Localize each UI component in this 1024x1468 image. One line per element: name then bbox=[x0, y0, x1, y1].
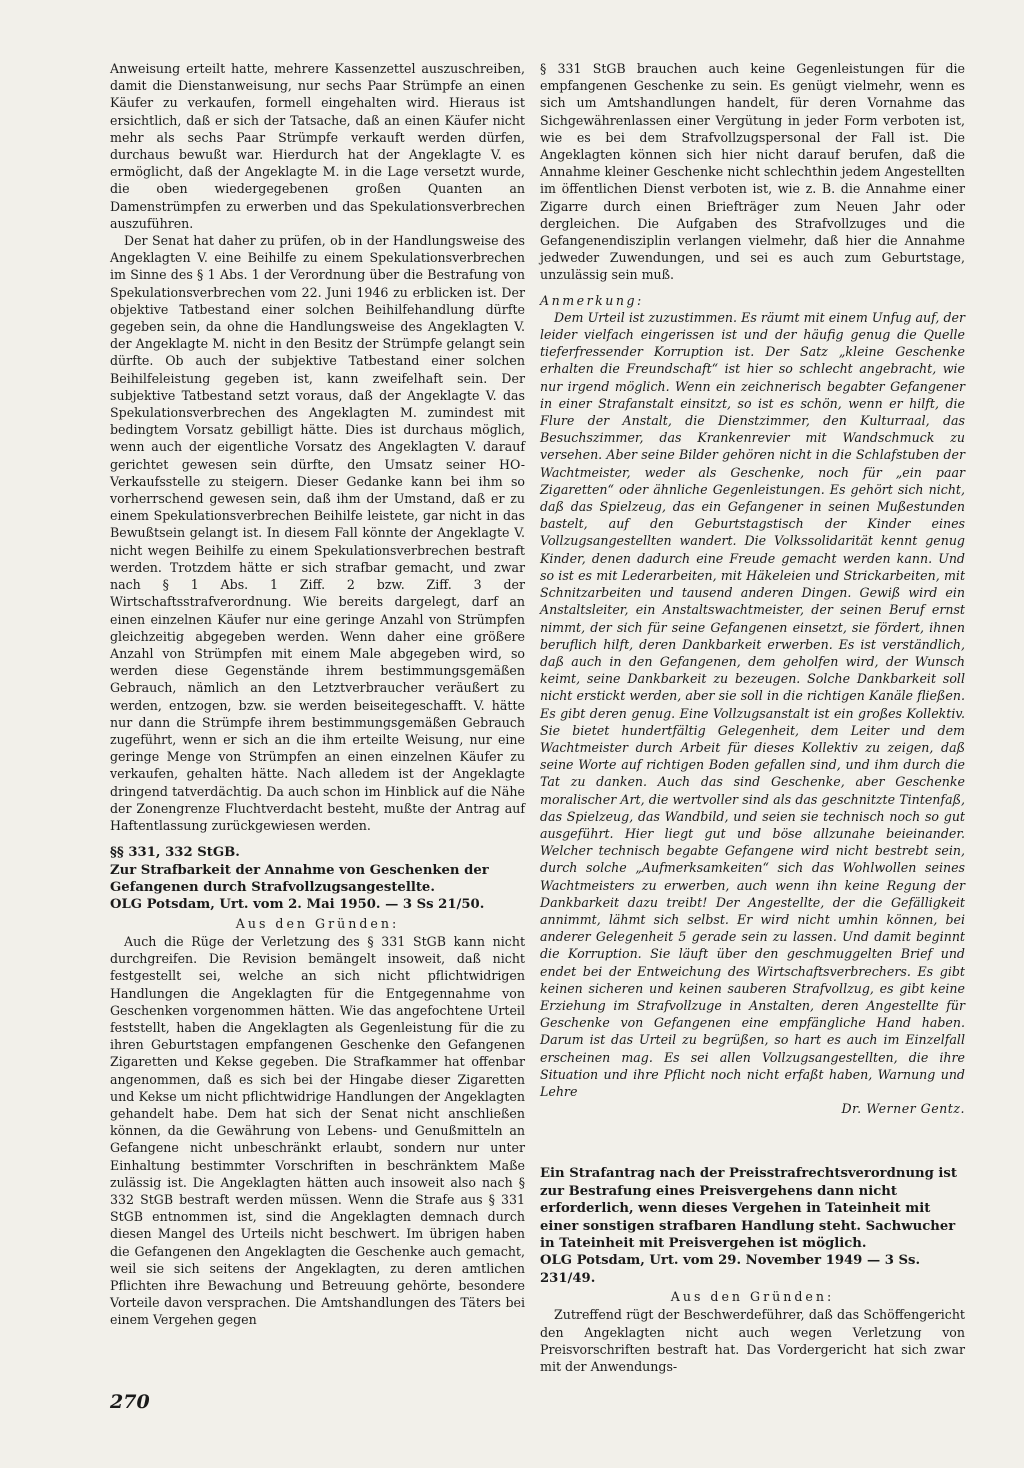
annotation-text: Dem Urteil ist zuzustimmen. Es räumt mit einem Unfug auf, der leider vielfach eingerissen ist und der häufig genug die Quelle tieferfressender Korruption ist. Der Satz „kleine Geschenke erhalten die Freundschaft“ ist hier so schlecht angebracht, wie nur irgend möglich. Wenn ein zeichnerisch begabter Gefangener in einer Strafanstalt einsitzt, so ist es schön, wenn er hilft, die Flure der Anstalt, die Dienstzimmer, den Kulturraal, das Besuchszimmer, das Krankenrevier mit Wandschmuck zu versehen. Aber seine Bilder gehören nicht in die Schlafstuben der Wachtmeister, weder als Geschenke, noch für „ein paar Zigaretten“ oder ähnliche Gegenleistungen. Es gehört sich nicht, daß das Spielzeug, das ein Gefangener in seinen Mußestunden bastelt, auf den Geburtstagstisch der Kinder eines Vollzugsangestellten wandert. Die Volkssolidarität kennt genug Kinder, denen dadurch eine Freude gemacht werden kann. Und so ist es mit Lederarbeiten, mit Häkeleien und Strickarbeiten, mit Schnitzarbeiten und tausend anderen Dingen. Gewiß wird ein Anstaltsleiter, ein Anstaltswachtmeister, der seinen Beruf ernst nimmt, der sich für seine Gefangenen einsetzt, sie fördert, ihnen beruflich hilft, deren Dankbarkeit erwerben. Es ist verständlich, daß auch in den Gefangenen, dem geholfen wird, der Wunsch keimt, seine Dankbarkeit zu bezeugen. Solche Dankbarkeit soll nicht erstickt werden, aber sie soll in die richtigen Kanäle fließen. Es gibt deren genug. Eine Vollzugsanstalt ist ein großes Kollektiv. Sie bietet hundertfältig Gelegenheit, dem Leiter und dem Wachtmeister durch Arbeit für dieses Kollektiv zu zeigen, daß seine Worte auf richtigen Boden gefallen sind, und ihm durch die Tat zu danken. Auch das sind Geschenke, aber Geschenke moralischer Art, die wertvoller sind als das geschnitzte Tintenfaß, das Spielzeug, das Wandbild, und seien sie technisch noch so gut ausgeführt. Hier liegt gut und böse allzunahe beieinander. Welcher technisch begabte Gefangene wird nicht bestrebt sein, durch solche „Aufmerksamkeiten“ sich das Wohlwollen seines Wachtmeisters zu erwerben, auch wenn ihn keine Regung der Dankbarkeit dazu treibt! Der Angestellte, der die Gefälligkeit annimmt, lähmt sich selbst. Er wird nicht umhin können, bei anderer Gelegenheit 5 gerade sein zu lassen. Und damit beginnt die Korruption. Sie läuft über den geschmuggelten Brief und endet bei der Entweichung des Wirtschaftsverbrechers. Es gibt keinen sicheren und keinen sauberen Strafvollzug, es gibt keine Erziehung im Strafvollzuge in Anstalten, deren Angestellte für Geschenke von Gefangenen eine empfängliche Hand haben. Darum ist das Urteil zu begrüßen, so hart es auch im Einzelfall erscheinen mag. Es sei allen Vollzugsangestellten, die ihre Situation und ihre Pflicht noch nicht erfaßt haben, Warnung und Lehre bbox=[540, 309, 965, 1099]
case1-grounds-label: Aus den Gründen: bbox=[235, 915, 400, 931]
case2-title: Ein Strafantrag nach der Preisstrafrechtsverordnung ist zur Bestrafung eines Preisvergehens dann nicht erforderlich, wenn dieses Vergehen in Tateinheit mit einer sonstigen strafbaren Handlung steht. Sachwucher in Tateinheit mit Preisvergehen ist möglich. bbox=[540, 1166, 957, 1252]
case2-grounds-label: Aus den Gründen: bbox=[670, 1289, 835, 1305]
annotation-author: Dr. Werner Gentz. bbox=[841, 1101, 965, 1117]
left-column bbox=[110, 60, 525, 1329]
right-paragraph-1: § 331 StGB brauchen auch keine Gegenleistungen für die empfangenen Geschenke zu sein. Es genügt vielmehr, wenn es sich um Amtshandlungen handelt, für deren Vornahme das Sichgewährenlassen einer Vergütung in jeder Form verboten ist, wie es bei dem Strafvollzugspersonal der Fall ist. Die Angeklagten können sich hier nicht darauf berufen, daß die Annahme kleiner Geschenke nicht schlechthin jedem Angestellten im öffentlichen Dienst verboten ist, wie z. B. die Annahme einer Zigarre durch einen Briefträger zum Neuen Jahr oder dergleichen. Die Aufgaben des Strafvollzuges und die Gefangenendisziplin verlangen vielmehr, daß hier die Annahme jedweder Zuwendungen, und sei es auch zum Geburtstage, unzulässig sein muß. bbox=[540, 61, 965, 283]
page-number: 270 bbox=[110, 1391, 150, 1413]
right-column bbox=[540, 60, 965, 1375]
left-paragraph-2: Der Senat hat daher zu prüfen, ob in der Handlungsweise des Angeklagten V. eine Beihilfe zu einem Spekulationsverbrechen im Sinne des § 1 Abs. 1 der Verordnung über die Bestrafung von Spekulationsverbrechen vom 22. Juni 1946 zu erblicken ist. Der objektive Tatbestand einer solchen Beihilfehandlung dürfte gegeben sein, da ohne die Handlungsweise des Angeklagten V. der Angeklagte M. nicht in den Besitz der Strümpfe gelangt sein dürfte. Ob auch der subjektive Tatbestand einer solchen Beihilfeleistung gegeben ist, kann zweifelhaft sein. Der subjektive Tatbestand setzt voraus, daß der Angeklagte V. das Spekulationsverbrechen des Angeklagten M. zumindest mit bedingtem Vorsatz gebilligt hätte. Dies ist durchaus möglich, wenn auch der eigentliche Vorsatz des Angeklagten V. darauf gerichtet gewesen sein dürfte, den Umsatz seiner HO-Verkaufsstelle zu steigern. Dieser Gedanke kann bei ihm so vorherrschend gewesen sein, daß ihm der Umstand, daß er zu einem Spekulationsverbrechen Beihilfe leistete, gar nicht in das Bewußtsein gelangt ist. In diesem Fall könnte der Angeklagte V. nicht wegen Beihilfe zu einem Spekulationsverbrechen bestraft werden. Trotzdem hätte er sich strafbar gemacht, und zwar nach § 1 Abs. 1 Ziff. 2 bzw. Ziff. 3 der Wirtschaftsstrafverordnung. Wie bereits dargelegt, darf an einen einzelnen Käufer nur eine geringe Anzahl von Strümpfen gleichzeitig abgegeben werden. Wenn daher eine größere Anzahl von Strümpfen mit einem Male abgegeben wird, so werden diese Gegenstände ihrem bestimmungsgemäßen Gebrauch, nämlich an den Letztverbraucher veräußert zu werden, entzogen, bzw. sie werden beiseitegeschafft. V. hätte nur dann die Strümpfe ihrem bestimmungsgemäßen Gebrauch zugeführt, wenn er sich an die ihm erteilte Weisung, nur eine geringe Menge von Strümpfen an einen einzelnen Käufer zu verkaufen, gehalten hätte. Nach alledem ist der Angeklagte dringend tatverdächtig. Da auch schon im Hinblick auf die Nähe der Zonengrenze Fluchtverdacht besteht, mußte der Antrag auf Haftentlassung zurückgewiesen werden. bbox=[110, 233, 525, 833]
right-paragraph-2: Zutreffend rügt der Beschwerdeführer, daß das Schöffengericht den Angeklagten nicht auch wegen Verletzung von Preisvorschriften bestraft hat. Das Vordergericht hat sich zwar mit der Anwendungs- bbox=[540, 1307, 965, 1375]
case2-court-citation: OLG Potsdam, Urt. vom 29. November 1949 — 3 Ss. 231/49. bbox=[540, 1253, 921, 1286]
case1-heading bbox=[110, 844, 525, 896]
annotation-signature bbox=[540, 1100, 965, 1117]
case1-statute-reference: §§ 331, 332 StGB. bbox=[110, 845, 240, 861]
case1-court-citation: OLG Potsdam, Urt. vom 2. Mai 1950. — 3 Ss 21/50. bbox=[110, 897, 485, 913]
left-paragraph-1: Anweisung erteilt hatte, mehrere Kassenzettel auszuschreiben, damit die Dienstanweisung, nur sechs Paar Strümpfe an einen Käufer zu verkaufen, formell eingehalten wird. Hieraus ist ersichtlich, daß er sich der Tatsache, daß an einen Käufer nicht mehr als sechs Paar Strümpfe verkauft werden dürfen, durchaus bewußt war. Hierdurch hat der Angeklagte V. es ermöglicht, daß der Angeklagte M. in die Lage versetzt wurde, die oben wiedergegebenen großen Quanten an Damenstrümpfen zu erwerben und das Spekulationsverbrechen auszuführen. bbox=[110, 61, 525, 231]
annotation-label: Anmerkung: bbox=[540, 292, 644, 308]
left-paragraph-3: Auch die Rüge der Verletzung des § 331 StGB kann nicht durchgreifen. Die Revision bemängelt insoweit, daß nicht festgestellt sei, welche an sich nicht pflichtwidrigen Handlungen die Angeklagten für die Entgegennahme von Geschenken vorgenommen hätten. Wie das angefochtene Urteil feststellt, haben die Angeklagten als Gegenleistung für die zu ihren Geburtstagen empfangenen Geschenke den Gefangenen Zigaretten und Kekse gegeben. Die Strafkammer hat offenbar angenommen, daß es sich bei der Hingabe dieser Zigaretten und Kekse um nicht pflichtwidrige Handlungen der Angeklagten gehandelt habe. Dem hat sich der Senat nicht anschließen können, da die Gewährung von Lebens- und Genußmitteln an Gefangene nicht unbeschränkt erlaubt, sondern nur unter Einhaltung bestimmter Vorschriften in beschränktem Maße zulässig ist. Die Angeklagten hätten auch insoweit also nach § 332 StGB bestraft werden müssen. Wenn die Strafe aus § 331 StGB entnommen ist, sind die Angeklagten demnach durch diesen Mangel des Urteils nicht beschwert. Im übrigen haben die Gefangenen den Angeklagten die Geschenke auch gemacht, weil sie sich seitens der Angeklagten, zu deren amtlichen Pflichten ihre Bewachung und Betreuung gehörte, besondere Vorteile davon versprachen. Die Amtshandlungen des Täters bei einem Vergehen gegen bbox=[110, 933, 525, 1328]
case1-title: Zur Strafbarkeit der Annahme von Geschenken der Gefangenen durch Strafvollzugsangestellte. bbox=[110, 862, 489, 895]
